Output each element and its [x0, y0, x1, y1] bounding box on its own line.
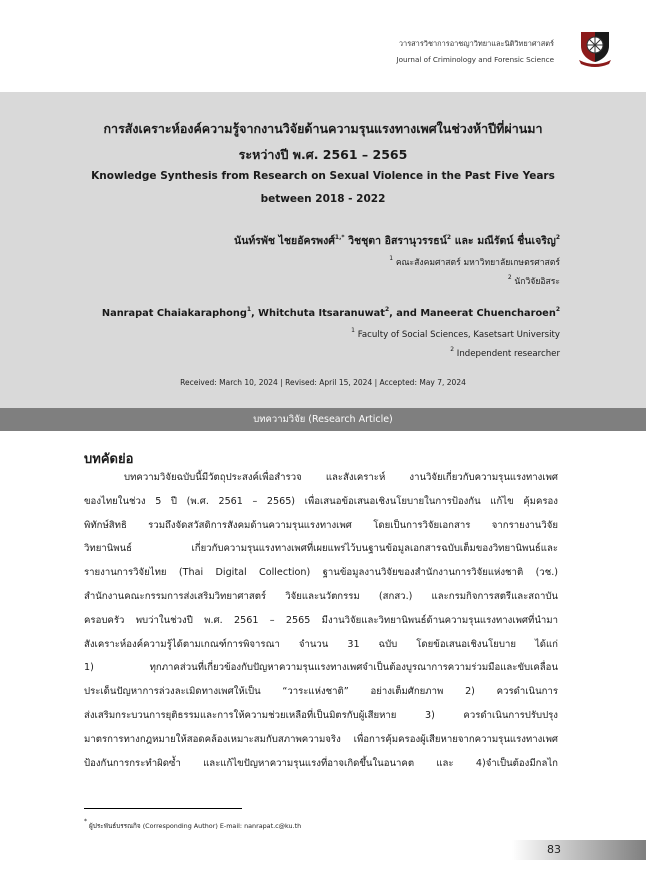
article-type-band: บทความวิจัย (Research Article) — [0, 408, 646, 431]
abstract-line: 1) ทุกภาคส่วนที่เกี่ยวข้องกับปัญหาความรุนแรงทางเพศจำเป็นต้องบูรณาการความร่วมมือและขับเคลื่อน — [84, 662, 558, 674]
title-th-line2: ระหว่างปี พ.ศ. 2561 – 2565 — [238, 147, 408, 162]
abstract-line: รายงานการวิจัยไทย (Thai Digital Collection) ฐานข้อมูลงานวิจัยของสำนักงานการวิจัยแห่งชาติ (วช.) — [84, 567, 558, 579]
page-number-bar — [512, 840, 646, 860]
abstract-heading: บทคัดย่อ — [84, 452, 134, 467]
submission-dates: Received: March 10, 2024 | Revised: April 15, 2024 | Accepted: May 7, 2024 — [180, 378, 466, 387]
affiliation-th-1: $^1$ คณะสังคมศาสตร์ มหาวิทยาลัยเกษตรศาสตร์ — [389, 255, 560, 268]
abstract-line: สำนักงานคณะกรรมการส่งเสริมวิทยาศาสตร์ วิจัยและนวัตกรรม (สกสว.) และกรมกิจการสตรีและสถาบัน — [84, 590, 558, 602]
page-number: 83 — [547, 843, 561, 856]
affiliation-th-2: $^2$ นักวิจัยอิสระ — [507, 274, 560, 287]
abstract-line: ป้องกันการกระทำผิดซ้ำ และแก้ไขปัญหาความรุนแรงที่อาจเกิดขึ้นในอนาคต และ 4)จำเป็นต้องมีกลไก — [84, 757, 558, 769]
affiliation-en-2: $^2$ Independent researcher — [450, 346, 560, 359]
abstract-line: พิทักษ์สิทธิ รวมถึงจัดสวัสดิการสังคมด้านความรุนแรงทางเพศ โดยเป็นการวิจัยเอกสาร จากรายงานวิจัย — [84, 519, 558, 531]
journal-name-th: วารสารวิชาการอาชญาวิทยาและนิติวิทยาศาสตร์ — [398, 39, 554, 48]
abstract-line: ประเด็นปัญหาการล่วงละเมิดทางเพศให้เป็น “วาระแห่งชาติ” อย่างเต็มศักยภาพ 2) ควรดำเนินการ — [84, 686, 558, 698]
title-en-line2: between 2018 - 2022 — [260, 193, 386, 205]
footnote: * ผู้ประพันธ์บรรณกิจ (Corresponding Author) E-mail: nanrapat.c@ku.th — [84, 818, 302, 830]
title-band — [0, 92, 646, 408]
abstract-line: สังเคราะห์องค์ความรู้ได้ตามเกณฑ์การพิจารณา จำนวน 31 ฉบับ โดยข้อเสนอเชิงนโยบาย ได้แก่ — [84, 638, 558, 650]
title-th-line1: การสังเคราะห์องค์ความรู้จากงานวิจัยด้านความรุนแรงทางเพศในช่วงห้าปีที่ผ่านมา — [103, 121, 543, 136]
footnote-divider — [84, 808, 242, 809]
journal-name-en: Journal of Criminology and Forensic Science — [396, 55, 554, 64]
authors-en: Nanrapat Chaiakaraphong$^1$, Whitchuta Itsaranuwat$^2$, and Maneerat Chuencharoen$^2$ — [101, 306, 560, 319]
journal-header — [397, 36, 554, 68]
abstract-line: ครอบครัว พบว่าในช่วงปี พ.ศ. 2561 – 2565 มีงานวิจัยและวิทยานิพนธ์ด้านความรุนแรงทางเพศที่นำมา — [84, 614, 558, 626]
authors-th: นันท์รพัช ไชยอัครพงศ์$^{1,*}$ วิชชุตา อิสรานุวรรธน์$^2$ และ มณีรัตน์ ชื่นเจริญ$^2$ — [234, 234, 560, 247]
abstract-body — [84, 466, 558, 775]
journal-logo-icon — [575, 28, 615, 68]
abstract-line: มาตรการทางกฎหมายให้สอดคล้องเหมาะสมกับสภาพความจริง เพื่อการคุ้มครองผู้เสียหายจากความรุนแรงทางเพศ — [84, 733, 558, 745]
title-en-line1: Knowledge Synthesis from Research on Sexual Violence in the Past Five Years — [91, 170, 555, 182]
abstract-line: ของไทยในช่วง 5 ปี (พ.ศ. 2561 – 2565) เพื่อเสนอข้อเสนอเชิงนโยบายในการป้องกัน แก้ไข คุ้มครอง — [84, 495, 558, 507]
abstract-line: บทความวิจัยฉบับนี้มีวัตถุประสงค์เพื่อสำรวจ และสังเคราะห์ งานวิจัยเกี่ยวกับความรุนแรงทางเพศ — [124, 472, 558, 483]
abstract-line: วิทยานิพนธ์ เกี่ยวกับความรุนแรงทางเพศที่เผยแพร่ไว้บนฐานข้อมูลเอกสารฉบับเต็มของวิทยานิพนธ์และ — [84, 543, 558, 555]
affiliation-en-1: $^1$ Faculty of Social Sciences, Kasetsart University — [351, 327, 560, 340]
abstract-line: ส่งเสริมกระบวนการยุติธรรมและการให้ความช่วยเหลือที่เป็นมิตรกับผู้เสียหาย 3) ควรดำเนินการปรับปรุง — [84, 709, 558, 721]
